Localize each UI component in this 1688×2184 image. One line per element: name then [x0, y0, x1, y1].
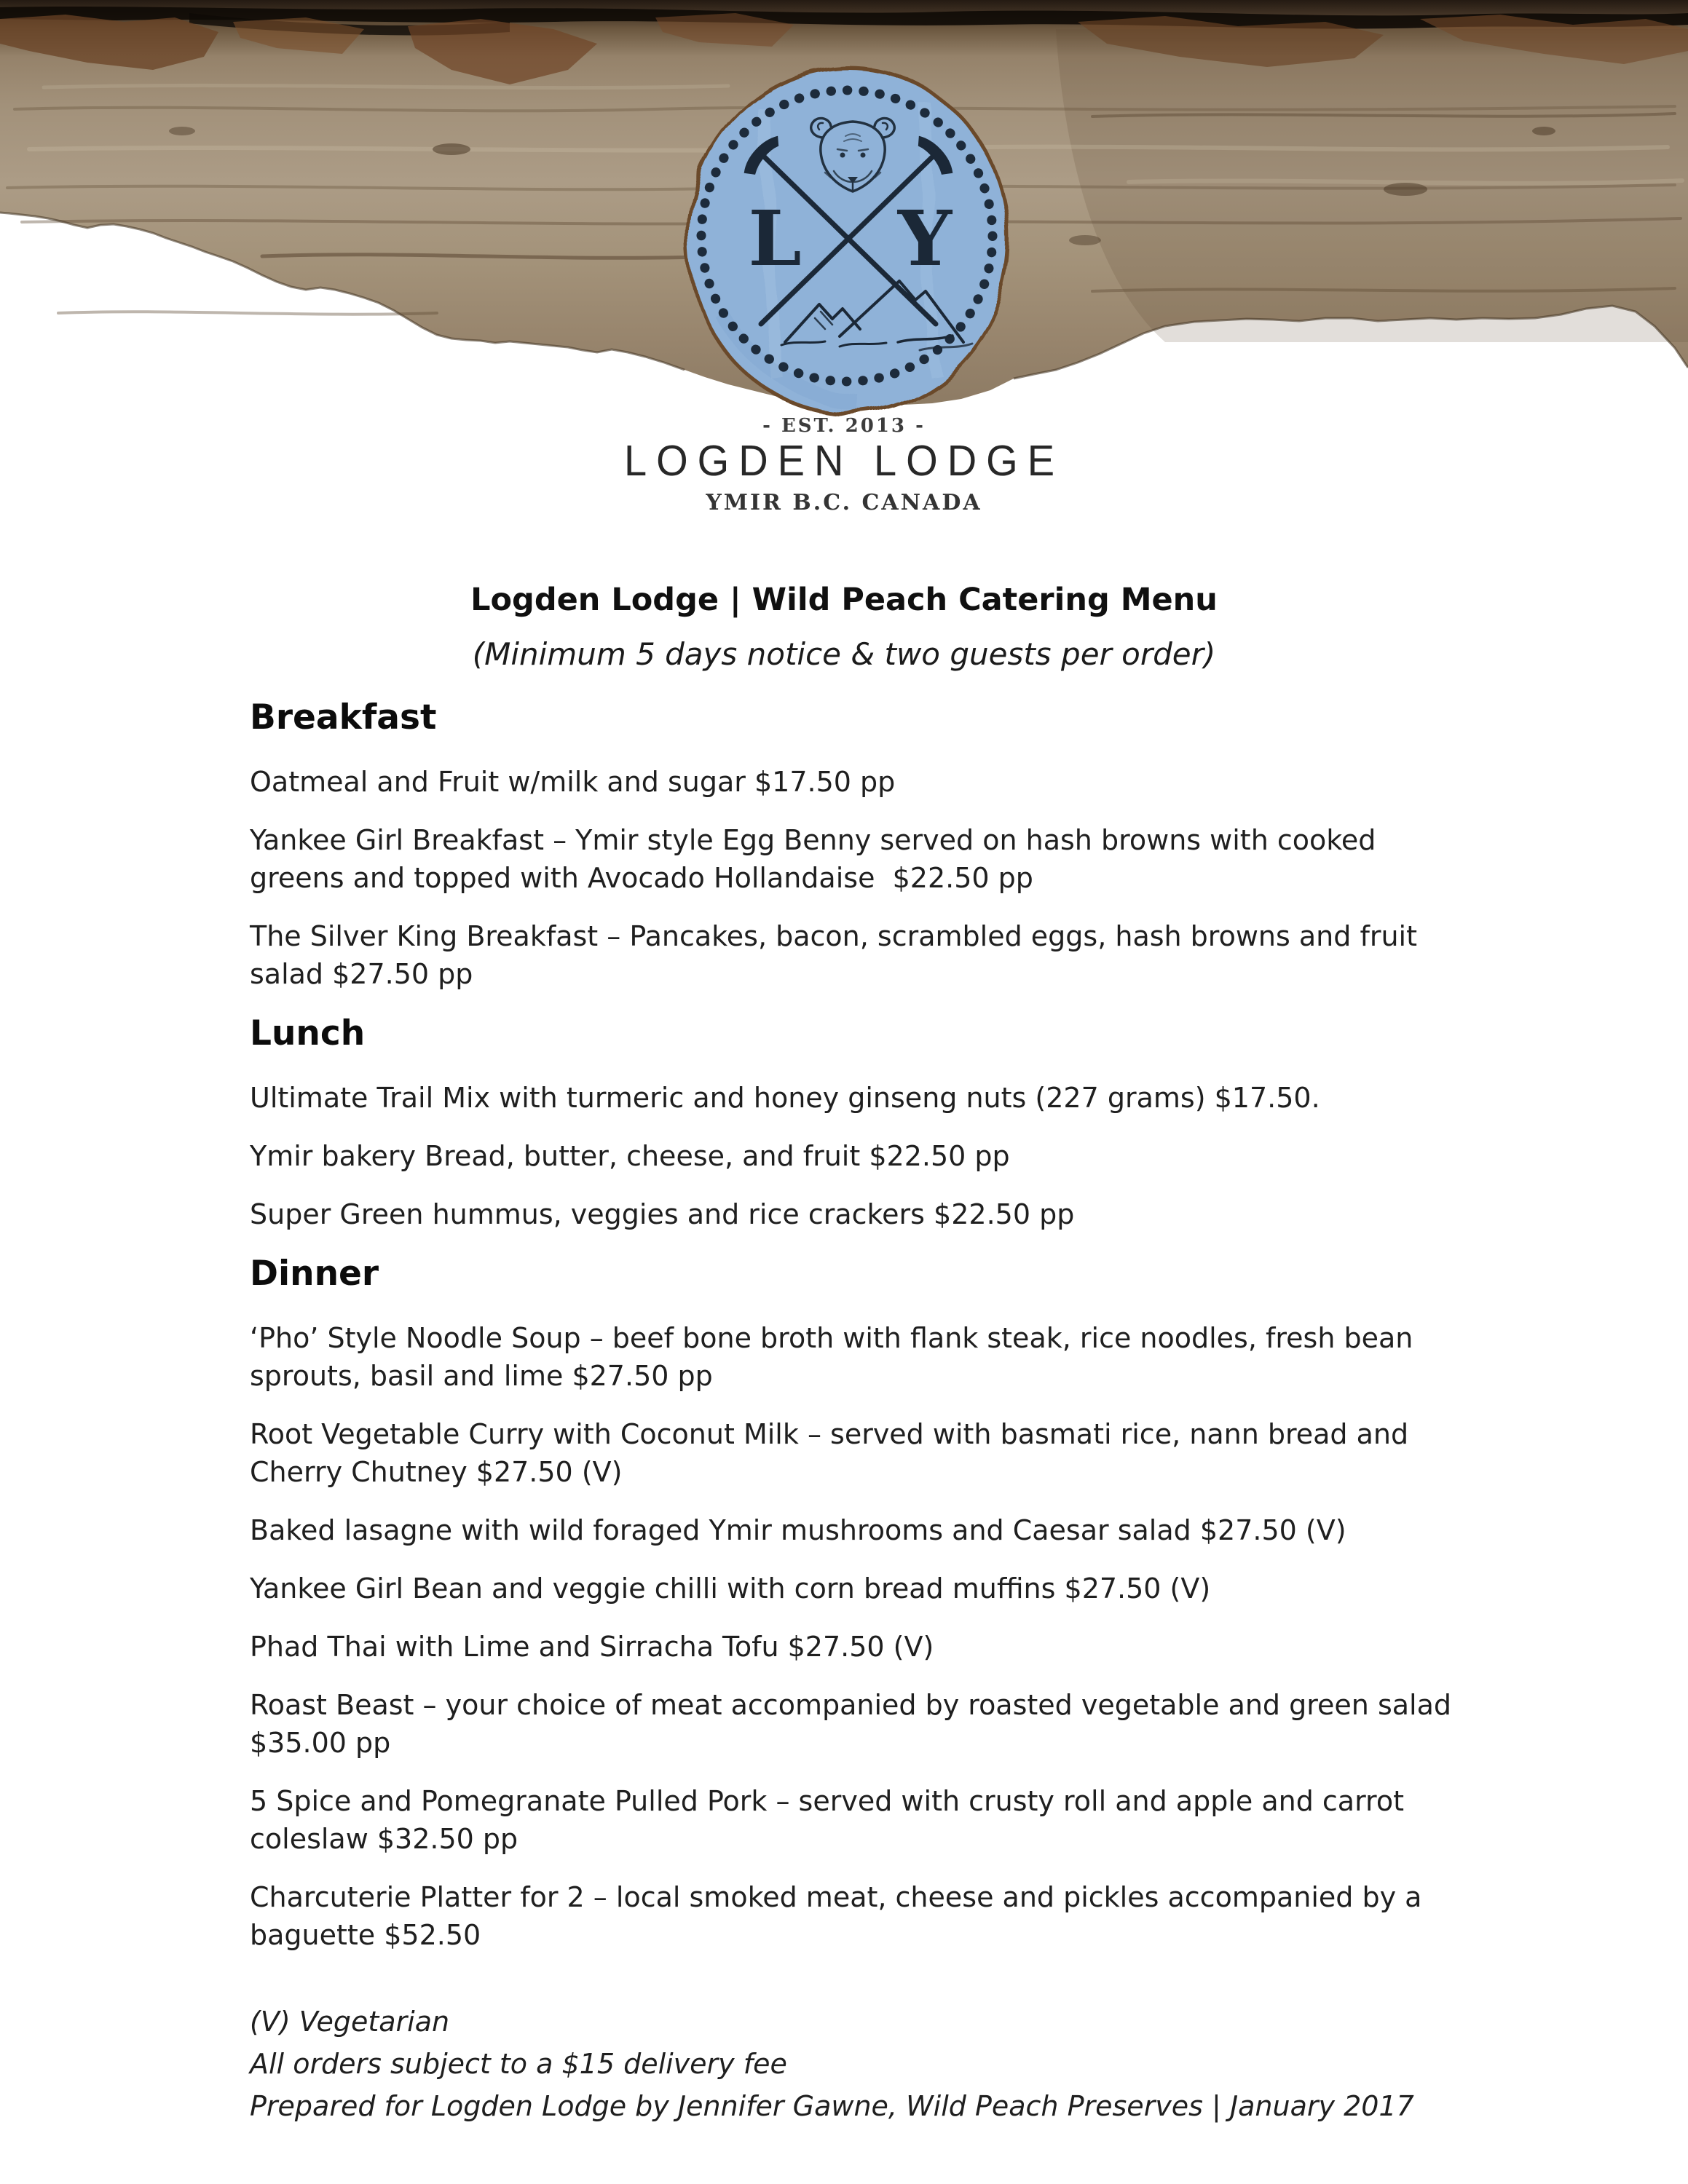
- section-heading-dinner: Dinner: [250, 1254, 379, 1294]
- menu-item: Ymir bakery Bread, butter, cheese, and fruit $22.50 pp: [250, 1140, 1010, 1172]
- menu-item: Super Green hummus, veggies and rice crackers $22.50 pp: [250, 1198, 1075, 1230]
- menu-footnotes: [250, 2001, 1451, 2127]
- menu-item: The Silver King Breakfast – Pancakes, bacon, scrambled eggs, hash browns and fruit salad $27.50 pp: [250, 920, 1427, 990]
- logo-badge: [687, 68, 1009, 413]
- menu-item: ‘Pho’ Style Noodle Soup – beef bone broth with flank steak, rice noodles, fresh bean sprouts, basil and lime $27.50 pp: [250, 1322, 1422, 1392]
- menu-item: Yankee Girl Bean and veggie chilli with corn bread muffins $27.50 (V): [250, 1572, 1211, 1605]
- wood-header-image: [0, 0, 1688, 451]
- section-heading-lunch: Lunch: [250, 1013, 366, 1053]
- menu-title: Logden Lodge | Wild Peach Catering Menu: [470, 582, 1218, 618]
- menu-item: Roast Beast – your choice of meat accompanied by roasted vegetable and green salad $35.00 pp: [250, 1689, 1461, 1759]
- section-heading-breakfast: Breakfast: [250, 697, 437, 737]
- lodge-location: YMIR B.C. CANADA: [706, 490, 982, 515]
- menu-content: [250, 680, 1461, 2127]
- established-line: - EST. 2013 -: [762, 415, 926, 437]
- badge-initial-l: L: [748, 194, 802, 283]
- menu-item: 5 Spice and Pomegranate Pulled Pork – served with crusty roll and apple and carrot coleslaw $32.50 pp: [250, 1785, 1413, 1855]
- footnote-vegetarian: (V) Vegetarian: [250, 2006, 450, 2038]
- footnote-delivery-fee: All orders subject to a $15 delivery fee: [250, 2048, 787, 2080]
- menu-item: Ultimate Trail Mix with turmeric and honey ginseng nuts (227 grams) $17.50.: [250, 1082, 1320, 1114]
- menu-item: Baked lasagne with wild foraged Ymir mushrooms and Caesar salad $27.50 (V): [250, 1514, 1346, 1546]
- menu-subtitle: (Minimum 5 days notice & two guests per order): [472, 636, 1216, 672]
- badge-initial-y: Y: [897, 194, 953, 283]
- menu-item: Phad Thai with Lime and Sirracha Tofu $27.50 (V): [250, 1631, 934, 1663]
- menu-item: Charcuterie Platter for 2 – local smoked meat, cheese and pickles accompanied by a baguette $52.50: [250, 1881, 1431, 1951]
- footnote-prepared-by: Prepared for Logden Lodge by Jennifer Gawne, Wild Peach Preserves | January 2017: [250, 2090, 1414, 2122]
- menu-item: Yankee Girl Breakfast – Ymir style Egg Benny served on hash browns with cooked greens and topped with Avocado Hollandaise $22.50 pp: [250, 824, 1385, 894]
- lodge-name: LOGDEN LODGE: [623, 436, 1065, 485]
- menu-item: Oatmeal and Fruit w/milk and sugar $17.50 pp: [250, 766, 896, 798]
- menu-item: Root Vegetable Curry with Coconut Milk – served with basmati rice, nann bread and Cherry Chutney $27.50 (V): [250, 1418, 1418, 1488]
